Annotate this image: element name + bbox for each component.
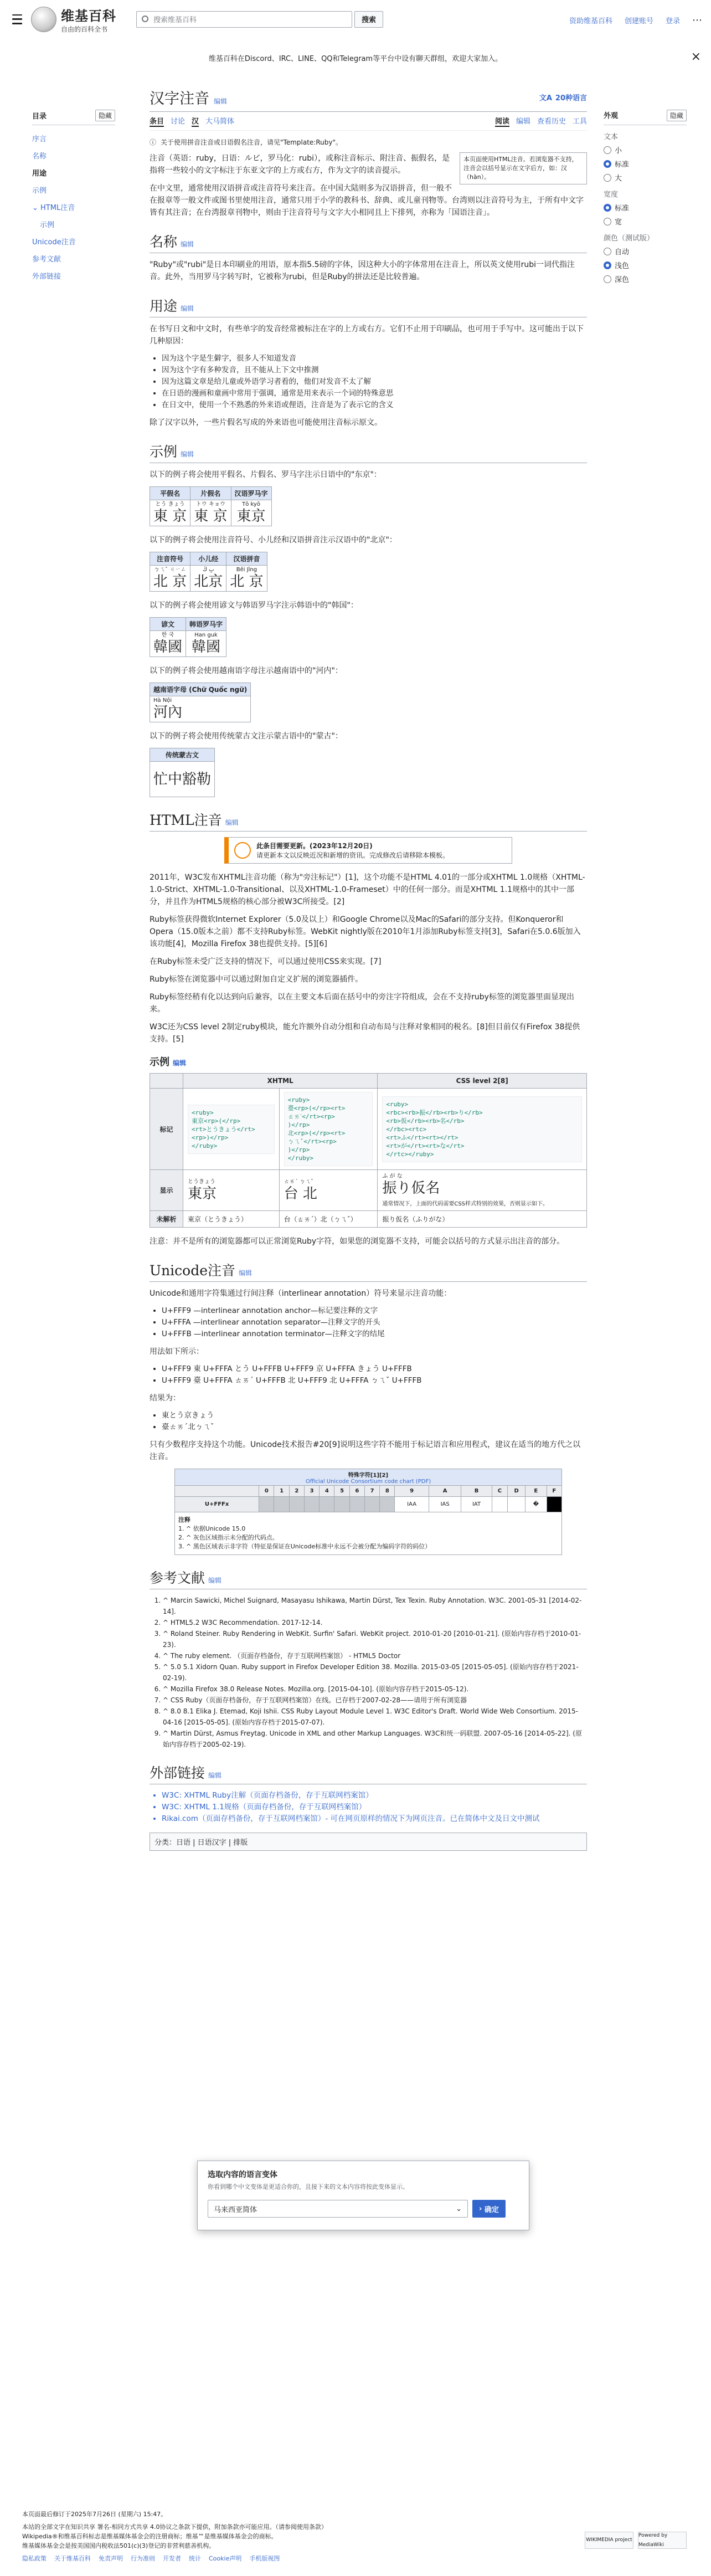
table-cell — [190, 566, 226, 592]
table-cell — [380, 1497, 395, 1512]
table-header: 2 — [289, 1486, 304, 1497]
unicode-paragraph-1: Unicode和通用字符集通过行间注释（interlinear annotation）符号来显示注音功能： — [150, 1289, 452, 1298]
list-item: • 在日文中，使用一个不熟悉的外来语或俚语，注音是为了表示它的含义 — [162, 399, 587, 411]
example-caption-mongolia: 以下的例子将会使用传统蒙古文注示蒙古语中的"蒙古"： — [150, 732, 343, 741]
section-edit-link[interactable]: 编辑 — [181, 305, 194, 312]
ruby-base: 北 京 — [230, 573, 264, 590]
table-cell — [183, 1170, 280, 1211]
example-caption-beijing: 以下的例子将会使用注音符号、小儿经和汉语拼音注示汉语中的"北京"： — [150, 536, 397, 545]
row-header: U+FFFx — [175, 1497, 259, 1512]
unicode-chart-link[interactable]: Official Unicode Consortium code chart (PDF) — [305, 1478, 431, 1485]
table-cell — [150, 500, 190, 526]
text-size-option[interactable] — [604, 172, 687, 183]
tab-read[interactable]: 阅读 — [495, 115, 509, 127]
table-cell: IAA — [395, 1497, 429, 1512]
section-usage-heading: 用途 — [150, 298, 178, 314]
footer-last-modified: 本页面最后修订于2025年7月26日 (星期六) 15:47。 — [22, 2511, 167, 2518]
width-option[interactable] — [604, 216, 687, 227]
search-button[interactable]: 搜索 — [354, 11, 383, 28]
search-input[interactable] — [136, 11, 352, 28]
variant-select-value: 马来西亚简体 — [214, 2205, 257, 2214]
radio-icon[interactable] — [604, 261, 611, 269]
table-cell — [274, 1497, 289, 1512]
table-header: 传统蒙古文 — [150, 748, 215, 762]
table-header: 汉语罗马字 — [231, 487, 271, 500]
toc-item-examples[interactable]: 示例 — [32, 187, 47, 195]
toc-heading: 目录 — [32, 112, 47, 121]
arrow-right-icon: › — [479, 2204, 485, 2213]
intro-paragraph-2: 在中文里，通常使用汉语拼音或注音符号来注音。在中国大陆则多为汉语拼音，但一般不在报章等一般文件或图书里使用注音，通常只用于小学的教科书、辞典、或儿童刊物等。台湾则以注音符号为主，于所有中文字皆有其注音；在台湾报章刊物中，则由于注音符号与文字大小相同且上下排列，亦称为「国语注音」。 — [150, 184, 584, 217]
table-cell: 東京（とうきょう） — [183, 1211, 280, 1228]
color-option[interactable] — [604, 260, 687, 270]
section-examples-heading: 示例 — [150, 444, 178, 460]
html-paragraph-1: 2011年，W3C发布XHTML注音功能（称为"旁注标记"）[1]，这个功能不是HTML 4.01的一部分或XHTML 1.0规格（XHTML-1.0-Strict、XHTML-1.0-Transitional、以及XHTML-1.0-Frameset）中的任何一部分。而是XHTML 1.1规格中的其中一部分，并且作为HTML5规格的核心部分被W3C所接受。[2] — [150, 873, 585, 906]
ruby-annotation: とう きょう — [155, 501, 185, 507]
table-cell — [150, 762, 215, 797]
table-header: 小儿经 — [190, 552, 226, 566]
text-size-option[interactable] — [604, 158, 687, 169]
site-notice-text: 维基百科在Discord、IRC、LINE、QQ和Telegram等平台中设有聊天群组，欢迎大家加入。 — [208, 54, 503, 63]
html-ruby-example-table — [150, 1073, 587, 1228]
list-item: • 因为这篇文章是给儿童或外语学习者看的，他们对发音不太了解 — [162, 376, 587, 388]
radio-icon[interactable] — [604, 275, 611, 283]
ruby-example-hanoi — [150, 683, 251, 722]
list-item: • U+FFF9 東 U+FFFA とう U+FFFB U+FFF9 京 U+FFFA きょう U+FFFB — [162, 1363, 587, 1375]
section-edit-link[interactable]: 编辑 — [208, 1577, 222, 1584]
html-paragraph-2: Ruby标签获得微软Internet Explorer（5.0及以上）和Google Chrome以及Mac的Safari的部分支持。但Konqueror和Opera（15.0版本之前）都不支持Ruby标签。WebKit nightly版在2010年1月添加Ruby标签支持[3]，Safari在5.0.6版加入该功能[4]，Mozilla Firefox 38也提供支持。[5][6] — [150, 915, 581, 948]
list-item: • 因为这个字有多种发音，且不能从上下文中推测 — [162, 365, 587, 376]
list-item: • 在日语的漫画和童画中常用于强调，通常是用来表示一个词的特殊意思 — [162, 388, 587, 399]
reference-item: 7. ^ CSS Ruby（页面存档备份，存于互联网档案馆）在线。已存档于2007-02-28——请用于所有浏览器 — [163, 1695, 587, 1706]
text-size-option-label: 小 — [615, 147, 622, 155]
table-header: A — [429, 1486, 461, 1497]
table-cell — [150, 696, 251, 722]
ruby-annotation: ふ が な — [382, 1173, 403, 1179]
color-option-label: 浅色 — [615, 262, 630, 270]
display-note: 通常情况下，上面的代码需要CSS样式特别的效果，否则显示如下。 — [382, 1201, 549, 1207]
reference-item: 2. ^ HTML5.2 W3C Recommendation. 2017-12-14. — [163, 1617, 587, 1628]
article-content — [150, 86, 587, 1851]
mediawiki-logo[interactable]: Powered by MediaWiki — [638, 2532, 687, 2549]
table-cell — [364, 1497, 379, 1512]
code-sample: <ruby> 東京<rp>(</rp> <rt>とうきょう</rt> <rp>)</rp> </ruby> — [188, 1105, 275, 1154]
table-header: 8 — [380, 1486, 395, 1497]
tab-article[interactable]: 条目 — [150, 115, 164, 127]
intro-paragraph-1: 注音（英语：ruby，日语：ルビ，罗马化：rubi），或称注音标示、附注音、振假名，是指将一些较小的文字标注于东亚文字的上方或右方，作为文字的读音提示。 — [150, 154, 450, 175]
list-item: • 東とう京きょう — [162, 1410, 587, 1422]
section-unicode — [150, 1260, 587, 1282]
toc-hide-button[interactable]: 隐藏 — [95, 110, 115, 121]
toc-item-external-links[interactable]: 外部链接 — [32, 273, 61, 281]
ruby-annotation: トウ キョウ — [195, 501, 225, 507]
table-header: 汉语拼音 — [226, 552, 267, 566]
tab-edit[interactable]: 编辑 — [516, 117, 530, 126]
html-paragraph-5: Ruby标签经稍有化以达到向后兼容，以在主要文本后面在括号中的旁注字符组成，会在不支持ruby标签的浏览器里面显现出来。 — [150, 993, 574, 1014]
text-size-option-label: 大 — [615, 175, 622, 183]
table-header: B — [461, 1486, 492, 1497]
appearance-heading: 外观 — [604, 112, 619, 120]
html-paragraph-3: 在Ruby标签未受广泛支持的情况下，可以通过使用CSS来实现。[7] — [150, 957, 382, 966]
user-menu-icon[interactable]: ⋯ — [692, 14, 702, 26]
external-links-list — [162, 1790, 587, 1825]
radio-icon[interactable] — [604, 248, 611, 255]
table-cell — [378, 1089, 587, 1170]
table-cell: 振り仮名（ふりがな） — [378, 1211, 587, 1228]
table-cell: � — [525, 1497, 547, 1512]
table-header: E — [525, 1486, 547, 1497]
donate-link[interactable]: 资助维基百科 — [569, 17, 612, 25]
appearance-hide-button[interactable]: 隐藏 — [667, 110, 687, 121]
table-cell: 台（ㄊㄞˊ）北（ㄅㄟˇ） — [279, 1211, 378, 1228]
ruby-example-korea — [150, 617, 226, 657]
radio-icon[interactable] — [604, 218, 611, 225]
table-header: 7 — [364, 1486, 379, 1497]
ruby-base: 河內 — [153, 704, 183, 721]
ruby-base: 北 京 — [153, 573, 187, 590]
toc-item-unicode[interactable]: Unicode注音 — [32, 238, 76, 247]
ruby-example-mongolia — [150, 748, 215, 797]
color-option[interactable] — [604, 274, 687, 284]
tab-talk[interactable]: 讨论 — [171, 117, 186, 126]
login-link[interactable]: 登录 — [665, 17, 680, 25]
html-paragraph-4: Ruby标签在浏览器中可以通过附加自定义扩展的浏览器插件。 — [150, 975, 363, 984]
table-header: 0 — [259, 1486, 274, 1497]
reference-item: 4. ^ The ruby element. （页面存档备份，存于互联网档案馆） - HTML5 Doctor — [163, 1650, 587, 1661]
table-header — [175, 1486, 259, 1497]
unicode-table-title — [175, 1469, 562, 1486]
table-cell — [259, 1497, 274, 1512]
list-item: • U+FFF9 臺 U+FFFA ㄊㄞˊ U+FFFB 北 U+FFF9 北 U+FFFA ㄅㄟˇ U+FFFB — [162, 1375, 587, 1387]
radio-icon[interactable] — [604, 174, 611, 182]
table-cell — [334, 1497, 349, 1512]
table-header: CSS level 2[8] — [378, 1074, 587, 1089]
ruby-annotation: بِ ڭ — [202, 567, 214, 573]
ruby-annotation: とうきょう — [188, 1178, 215, 1185]
toc-item-name[interactable]: 名称 — [32, 152, 47, 161]
unicode-paragraph-3: 结果为： — [150, 1394, 181, 1403]
toc-item-html[interactable] — [32, 198, 115, 215]
ruby-annotation: Tō kyō — [242, 501, 260, 507]
width-label: 宽度 — [604, 191, 619, 199]
width-option-label: 宽 — [615, 218, 622, 227]
table-of-contents — [32, 110, 115, 284]
subsection-examples-heading: 示例 — [150, 1056, 169, 1068]
info-icon: ⓘ — [150, 138, 157, 146]
category-box[interactable]: 分类：日语 | 日语汉字 | 排版 — [150, 1833, 587, 1851]
text-size-option[interactable] — [604, 145, 687, 155]
close-icon[interactable]: × — [691, 50, 701, 64]
section-edit-link[interactable]: 编辑 — [181, 450, 194, 458]
table-cell — [320, 1497, 334, 1512]
external-link[interactable]: • Rikai.com（页面存档备份，存于互联网档案馆）- 可在网页原样的情况下为网页注音。已在简体中文及日文中测试 — [162, 1813, 587, 1825]
table-header: F — [547, 1486, 561, 1497]
row-header: 未解析 — [150, 1211, 183, 1228]
wikimedia-logo[interactable]: WIKIMEDIA project — [585, 2532, 633, 2549]
table-header: 越南语字母 (Chữ Quốc ngữ) — [150, 683, 251, 696]
name-paragraph: "Ruby"或"rubi"是日本印刷业的用语，原本指5.5磅的字体，因这种大小的字体常用在注音上，所以英文使用rubi一词代指注音。此外，当用罗马字转写时，它被称为rubi，但是Ruby的拼法还是比较普遍。 — [150, 260, 575, 281]
tab-tools[interactable]: 工具 — [572, 117, 587, 126]
table-cell — [547, 1497, 561, 1512]
footer-license: 本站的全部文字在知识共享 署名-相同方式共享 4.0协议之条款下提供，附加条款亦可能应用。（请参阅使用条款） — [22, 2523, 327, 2531]
ruby-base: 台 北 — [284, 1185, 317, 1202]
page-footer — [22, 2510, 687, 2563]
ruby-annotation: Běi Jīng — [236, 567, 257, 573]
table-header: 9 — [395, 1486, 429, 1497]
row-header: 标记 — [150, 1089, 183, 1170]
appearance-panel — [604, 110, 687, 288]
html-paragraph-6: W3C还为CSS level 2制定ruby模块，能允许额外自动分组和自动布局与注释对象相同的税名。[8]但目前仅有Firefox 38提供支持。[5] — [150, 1023, 580, 1044]
table-cell — [231, 500, 271, 526]
table-header: 注音符号 — [150, 552, 190, 566]
footer-link[interactable]: 免责声明 — [99, 2555, 123, 2562]
text-size-option-label: 标准 — [615, 161, 630, 169]
table-cell — [150, 631, 186, 657]
toc-item-intro[interactable]: 序言 — [32, 135, 47, 143]
translate-icon: 文A — [539, 94, 552, 102]
table-cell — [279, 1089, 378, 1170]
ruby-annotation: Hà Nội — [153, 697, 172, 704]
table-header: 5 — [334, 1486, 349, 1497]
reference-item: 1. ^ Marcin Sawicki, Michel Suignard, Masayasu Ishikawa, Martin Dürst, Tex Texin. Ruby Annotation. W3C. 2001-05-31 [2014-02-14]. — [163, 1595, 587, 1617]
example-caption-korea: 以下的例子将会使用谚文与韩语罗马字注示韩语中的"韩国"： — [150, 601, 358, 610]
table-cell — [186, 631, 226, 657]
table-cell — [183, 1089, 280, 1170]
list-item: • U+FFFA —interlinear annotation separator—注释文字的开头 — [162, 1317, 587, 1328]
width-option[interactable] — [604, 202, 687, 213]
dialog-description: 你看到哪个中文变体是更适合你的，且接下来的文本内容将按此变体显示。 — [208, 2183, 409, 2190]
table-cell — [150, 566, 190, 592]
table-header: 4 — [320, 1486, 334, 1497]
table-cell: IAS — [429, 1497, 461, 1512]
list-item: • U+FFF9 —interlinear annotation anchor—标记要注释的文字 — [162, 1305, 587, 1317]
table-header: 平假名 — [150, 487, 190, 500]
table-header — [150, 1074, 183, 1089]
width-option-label: 标准 — [615, 204, 630, 213]
dialog-title: 选取内容的语言变体 — [208, 2170, 277, 2179]
maintenance-text: 请更新本文以反映近况和新增的资讯。完成修改后请移除本模板。 — [256, 851, 450, 859]
reference-item: 9. ^ Martin Dürst, Asmus Freytag. Unicode in XML and other Markup Languages. W3C和统一码联盟. 2007-05-16 [2014-05-22]. (原始内容存档于2005-02-19). — [163, 1728, 587, 1750]
table-cell — [349, 1497, 364, 1512]
color-option[interactable] — [604, 246, 687, 256]
ruby-base: 振り仮名 — [382, 1180, 440, 1197]
note-item: 3. ^ 黑色区域表示非字符（特征是保证在Unicode标准中永远不会被分配为编码字符的码位） — [178, 1543, 431, 1550]
footer-link[interactable]: 关于维基百科 — [54, 2555, 91, 2562]
section-edit-link[interactable]: 编辑 — [239, 1269, 253, 1277]
ruby-base: 韓國 — [153, 639, 183, 655]
ruby-base: 忙中豁勒 — [153, 771, 212, 788]
title-edit-link[interactable]: 编辑 — [214, 98, 228, 105]
external-link[interactable]: • W3C: XHTML Ruby注解（页面存档备份，存于互联网档案馆） — [162, 1790, 587, 1802]
ruby-base: 北京 — [194, 573, 223, 590]
table-header: D — [508, 1486, 525, 1497]
example-caption-hanoi: 以下的例子将会使用越南语字母注示越南语中的"河内"： — [150, 666, 343, 675]
unicode-specials-table — [174, 1469, 562, 1512]
table-header: 谚文 — [150, 618, 186, 631]
table-header: 6 — [349, 1486, 364, 1497]
table-cell: IAT — [461, 1497, 492, 1512]
page-title — [150, 86, 227, 108]
list-item: • U+FFFB —interlinear annotation terminator—注释文字的结尾 — [162, 1328, 587, 1340]
chevron-down-icon: ⌄ — [456, 2204, 462, 2213]
section-name-heading: 名称 — [150, 234, 178, 250]
table-header: C — [492, 1486, 508, 1497]
section-usage — [150, 295, 587, 317]
toc-item-html-examples[interactable]: 示例 — [40, 221, 55, 229]
variant-select-dialog — [197, 2161, 529, 2230]
section-edit-link[interactable]: 编辑 — [208, 1772, 222, 1779]
ruby-base: 東京 — [236, 508, 266, 525]
example-note: 注意：并不是所有的浏览器都可以正常浏览Ruby字符，如果您的浏览器不支持，可能会以括号的方式显示出注音的部分。 — [150, 1237, 565, 1246]
color-option-label: 自动 — [615, 248, 630, 256]
site-header — [0, 0, 711, 39]
footer-foundation: 维基媒体基金会是按美国国内税收法501(c)(3)登记的非营利慈善机构。 — [22, 2542, 215, 2549]
reference-item: 3. ^ Roland Steiner. Ruby Rendering in WebKit. Surfin' Safari. WebKit project. 2010-01-20 [2010-01-21]. (原始内容存档于2010-01-23). — [163, 1628, 587, 1650]
variant-select[interactable] — [208, 2200, 468, 2218]
usage-after: 除了汉字以外，一些片假名写成的外来语也可能使用注音标示原文。 — [150, 418, 382, 427]
search-form — [136, 11, 383, 28]
references-list — [163, 1595, 587, 1750]
unicode-table-title-text: 特殊字符[1][2] — [348, 1472, 389, 1479]
unicode-paragraph-4: 只有少数程序支持这个功能。Unicode技术报告#20[9]说明这些字符不能用于标记语言和应用程式，建议在适当的地方代之以注音。 — [150, 1440, 581, 1461]
footer-link[interactable]: Cookie声明 — [209, 2555, 242, 2562]
table-cell — [279, 1170, 378, 1211]
site-notice — [0, 47, 711, 69]
footer-link[interactable]: 开发者 — [163, 2555, 181, 2562]
site-logo[interactable] — [31, 5, 116, 34]
section-references-heading: 参考文献 — [150, 1570, 205, 1586]
search-placeholder: 搜索维基百科 — [153, 16, 197, 24]
section-edit-link[interactable]: 编辑 — [225, 819, 239, 827]
reference-item: 8. ^ 8.0 8.1 Elika J. Etemad, Koji Ishii. CSS Ruby Layout Module Level 1. W3C Editor's Draft. World Wide Web Consortium. 2015-04-16 [2015-05-05]. (原始内容存档于2015-07-07). — [163, 1706, 587, 1728]
search-icon — [142, 16, 148, 22]
logo-title: 维基百科 — [61, 7, 116, 24]
radio-icon[interactable] — [604, 204, 611, 212]
unicode-result-list — [162, 1410, 587, 1433]
section-edit-link[interactable]: 编辑 — [173, 1059, 187, 1067]
table-cell — [190, 500, 231, 526]
footer-link[interactable]: 手机版视图 — [249, 2555, 280, 2562]
table-cell — [226, 566, 267, 592]
section-unicode-heading: Unicode注音 — [150, 1263, 236, 1279]
notes-heading: 注释 — [178, 1516, 190, 1523]
section-html-heading: HTML注音 — [150, 812, 222, 828]
list-item: • 臺ㄊㄞˊ北ㄅㄟˇ — [162, 1422, 587, 1433]
ruby-notice-box: 本页面使用HTML注音。若浏览器不支持，注音会以括号显示在文字后方，如：汉（hàn）。 — [460, 152, 587, 184]
section-html — [150, 809, 587, 832]
table-header: 片假名 — [190, 487, 231, 500]
table-header: 1 — [274, 1486, 289, 1497]
maintenance-notice — [224, 837, 512, 864]
code-sample: <ruby> <rbc><rb>振</rb><rb>り</rb> <rb>仮</rb><rb>名</rb> </rbc><rtc> <rt>ふ</rt><rt></rt> <rt>が</rt><rt>な</rt> </rtc></ruby> — [382, 1096, 582, 1162]
section-external-links — [150, 1762, 587, 1784]
toc-item-usage[interactable]: 用途 — [32, 170, 47, 178]
language-button[interactable] — [539, 92, 587, 102]
table-cell — [508, 1497, 525, 1512]
list-item: • 因为这个字是生僻字，很多人不知道发音 — [162, 353, 587, 365]
table-cell — [378, 1170, 587, 1211]
unicode-paragraph-2: 用法如下所示： — [150, 1347, 204, 1356]
example-caption-tokyo: 以下的例子将会使用平假名、片假名、罗马字注示日语中的"东京"： — [150, 470, 382, 479]
note-item: 1. ^ 依据Unicode 15.0 — [178, 1525, 246, 1532]
row-header: 显示 — [150, 1170, 183, 1211]
toc-item-html-label: HTML注音 — [40, 204, 75, 212]
hatnote — [150, 137, 587, 147]
wikipedia-globe-icon — [31, 7, 56, 32]
create-account-link[interactable]: 创建账号 — [624, 17, 653, 25]
ruby-base: 東 京 — [153, 508, 187, 525]
unicode-usage-list — [162, 1363, 587, 1387]
unicode-notes — [174, 1512, 562, 1555]
section-edit-link[interactable]: 编辑 — [181, 240, 194, 248]
page-title-text: 汉字注音 — [150, 90, 209, 107]
table-cell — [492, 1497, 508, 1512]
text-size-label: 文本 — [604, 133, 619, 141]
section-references — [150, 1567, 587, 1589]
tab-variant-han[interactable]: 汉 — [192, 115, 199, 127]
note-item: 2. ^ 灰色区域指示未分配的代码点。 — [178, 1534, 279, 1541]
tab-variant-select[interactable]: 大马简体 — [205, 117, 235, 126]
table-header: 韩语罗马字 — [186, 618, 226, 631]
clock-icon — [234, 842, 251, 859]
hatnote-text: 关于使用拼音注音或日语假名注音，请见"Template:Ruby"。 — [161, 138, 342, 146]
ruby-base: 韓國 — [192, 639, 221, 655]
ruby-annotation: 한 국 — [161, 632, 174, 638]
ruby-base: 東京 — [188, 1185, 217, 1202]
unicode-list — [162, 1305, 587, 1340]
table-header: XHTML — [183, 1074, 378, 1089]
table-cell — [304, 1497, 319, 1512]
chevron-down-icon[interactable]: ⌄ — [32, 204, 41, 212]
section-external-links-heading: 外部链接 — [150, 1765, 205, 1781]
usage-list — [162, 353, 587, 411]
table-header: 3 — [304, 1486, 319, 1497]
tab-history[interactable]: 查看历史 — [537, 117, 566, 126]
ruby-example-tokyo — [150, 486, 272, 526]
ruby-annotation: Han guk — [194, 632, 218, 638]
reference-item: 5. ^ 5.0 5.1 Xidorn Quan. Ruby support in Firefox Developer Edition 38. Mozilla. 2015-03-05 [2015-05-05]. (原始内容存档于2021-02-19). — [163, 1661, 587, 1684]
ruby-annotation: ㄅㄟˇ ㄐㄧㄥ — [154, 567, 187, 573]
usage-paragraph: 在书写日文和中文时，有些单字的发音经常被标注在字的上方或右方。它们不止用于印刷品，也可用于手写中。这可能出于以下几种原因： — [150, 325, 584, 346]
toc-item-references[interactable]: 参考文献 — [32, 255, 61, 264]
maintenance-title: 此条目需要更新。(2023年12月20日) — [256, 842, 373, 850]
language-count: 20种语言 — [555, 94, 587, 102]
main-menu-icon[interactable] — [9, 11, 25, 28]
external-link[interactable]: • W3C: XHTML 1.1规格（页面存档备份，存于互联网档案馆） — [162, 1802, 587, 1813]
confirm-label: 确定 — [484, 2205, 499, 2214]
confirm-button[interactable] — [472, 2200, 506, 2218]
radio-icon[interactable] — [604, 160, 611, 168]
subsection-examples — [150, 1054, 587, 1069]
ruby-example-beijing — [150, 552, 267, 592]
section-examples — [150, 441, 587, 463]
footer-link[interactable]: 统计 — [189, 2555, 201, 2562]
footer-trademark: Wikipedia®和维基百科标志是维基媒体基金会的注册商标；维基™是维基媒体基金会的商标。 — [22, 2533, 277, 2540]
logo-subtitle: 自由的百科全书 — [61, 25, 108, 33]
footer-link[interactable]: 行为准则 — [131, 2555, 155, 2562]
ruby-annotation: ㄊㄞˊ ㄅㄟˇ — [284, 1178, 313, 1185]
radio-icon[interactable] — [604, 146, 611, 154]
section-name — [150, 231, 587, 253]
ruby-base: 東 京 — [194, 508, 228, 525]
color-option-label: 深色 — [615, 276, 630, 284]
table-cell — [289, 1497, 304, 1512]
code-sample: <ruby> 臺<rp>(</rp><rt> ㄊㄞˊ</rt><rp> )</rp> 北<rp>(</rp><rt> ㄅㄟˇ</rt><rp> )</rp> </ruby> — [284, 1092, 373, 1166]
color-label: 颜色（测试版） — [604, 234, 655, 243]
footer-link[interactable]: 隐私政策 — [22, 2555, 47, 2562]
reference-item: 6. ^ Mozilla Firefox 38.0 Release Notes. Mozilla.org. [2015-04-10]. (原始内容存档于2015-05-12). — [163, 1684, 587, 1695]
